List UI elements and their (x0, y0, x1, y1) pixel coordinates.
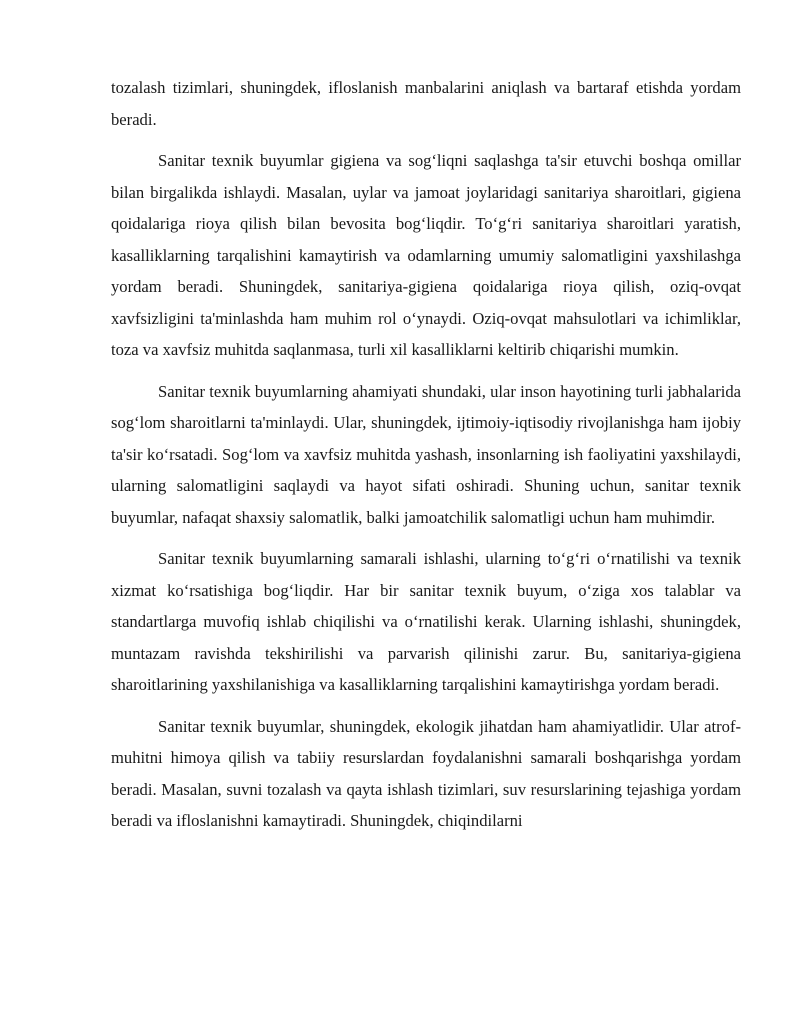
paragraph: Sanitar texnik buyumlarning ahamiyati shundaki, ular inson hayotining turli jabhalarida sogʻlom sharoitlarni ta'minlaydi. Ular, shuningdek, ijtimoiy-iqtisodiy rivojlanishga ham ijobiy ta'sir koʻrsatadi. Sogʻlom va xavfsiz muhitda yashash, insonlarning ish faoliyatini yaxshilaydi, ularning salomatligini saqlaydi va hayot sifati oshiradi. Shuning uchun, sanitar texnik buyumlar, nafaqat shaxsiy salomatlik, balki jamoatchilik salomatligi uchun ham muhimdir. (111, 381, 741, 527)
paragraph-continued: tozalash tizimlari, shuningdek, ifloslanish manbalarini aniqlash va bartaraf etishda yordam beradi. (111, 78, 741, 129)
document-page (111, 72, 741, 847)
paragraph: Sanitar texnik buyumlar, shuningdek, ekologik jihatdan ham ahamiyatlidir. Ular atrof-muhitni himoya qilish va tabiiy resurslardan foydalanishni samarali boshqarishga yordam beradi. Masalan, suvni tozalash va qayta ishlash tizimlari, suv resurslarining tejashiga yordam beradi va ifloslanishni kamaytiradi. Shuningdek, chiqindilarni (111, 716, 741, 830)
paragraph: Sanitar texnik buyumlar gigiena va sogʻliqni saqlashga ta'sir etuvchi boshqa omillar bilan birgalikda ishlaydi. Masalan, uylar va jamoat joylaridagi sanitariya sharoitlari, gigiena qoidalariga rioya qilish bilan bevosita bogʻliqdir. Toʻgʻri sanitariya sharoitlari yaratish, kasalliklarning tarqalishini kamaytirish va odamlarning umumiy salomatligini yaxshilashga yordam beradi. Shuningdek, sanitariya-gigiena qoidalariga rioya qilish, oziq-ovqat xavfsizligini ta'minlashda ham muhim rol oʻynaydi. Oziq-ovqat mahsulotlari va ichimliklar, toza va xavfsiz muhitda saqlanmasa, turli xil kasalliklarni keltirib chiqarishi mumkin. (111, 151, 741, 359)
paragraph: Sanitar texnik buyumlarning samarali ishlashi, ularning toʻgʻri oʻrnatilishi va texnik xizmat koʻrsatishiga bogʻliqdir. Har bir sanitar texnik buyum, oʻziga xos talablar va standartlarga muvofiq ishlab chiqilishi va oʻrnatilishi kerak. Ularning ishlashi, shuningdek, muntazam ravishda tekshirilishi va parvarish qilinishi zarur. Bu, sanitariya-gigiena sharoitlarining yaxshilanishiga va kasalliklarning tarqalishini kamaytirishga yordam beradi. (111, 549, 741, 694)
